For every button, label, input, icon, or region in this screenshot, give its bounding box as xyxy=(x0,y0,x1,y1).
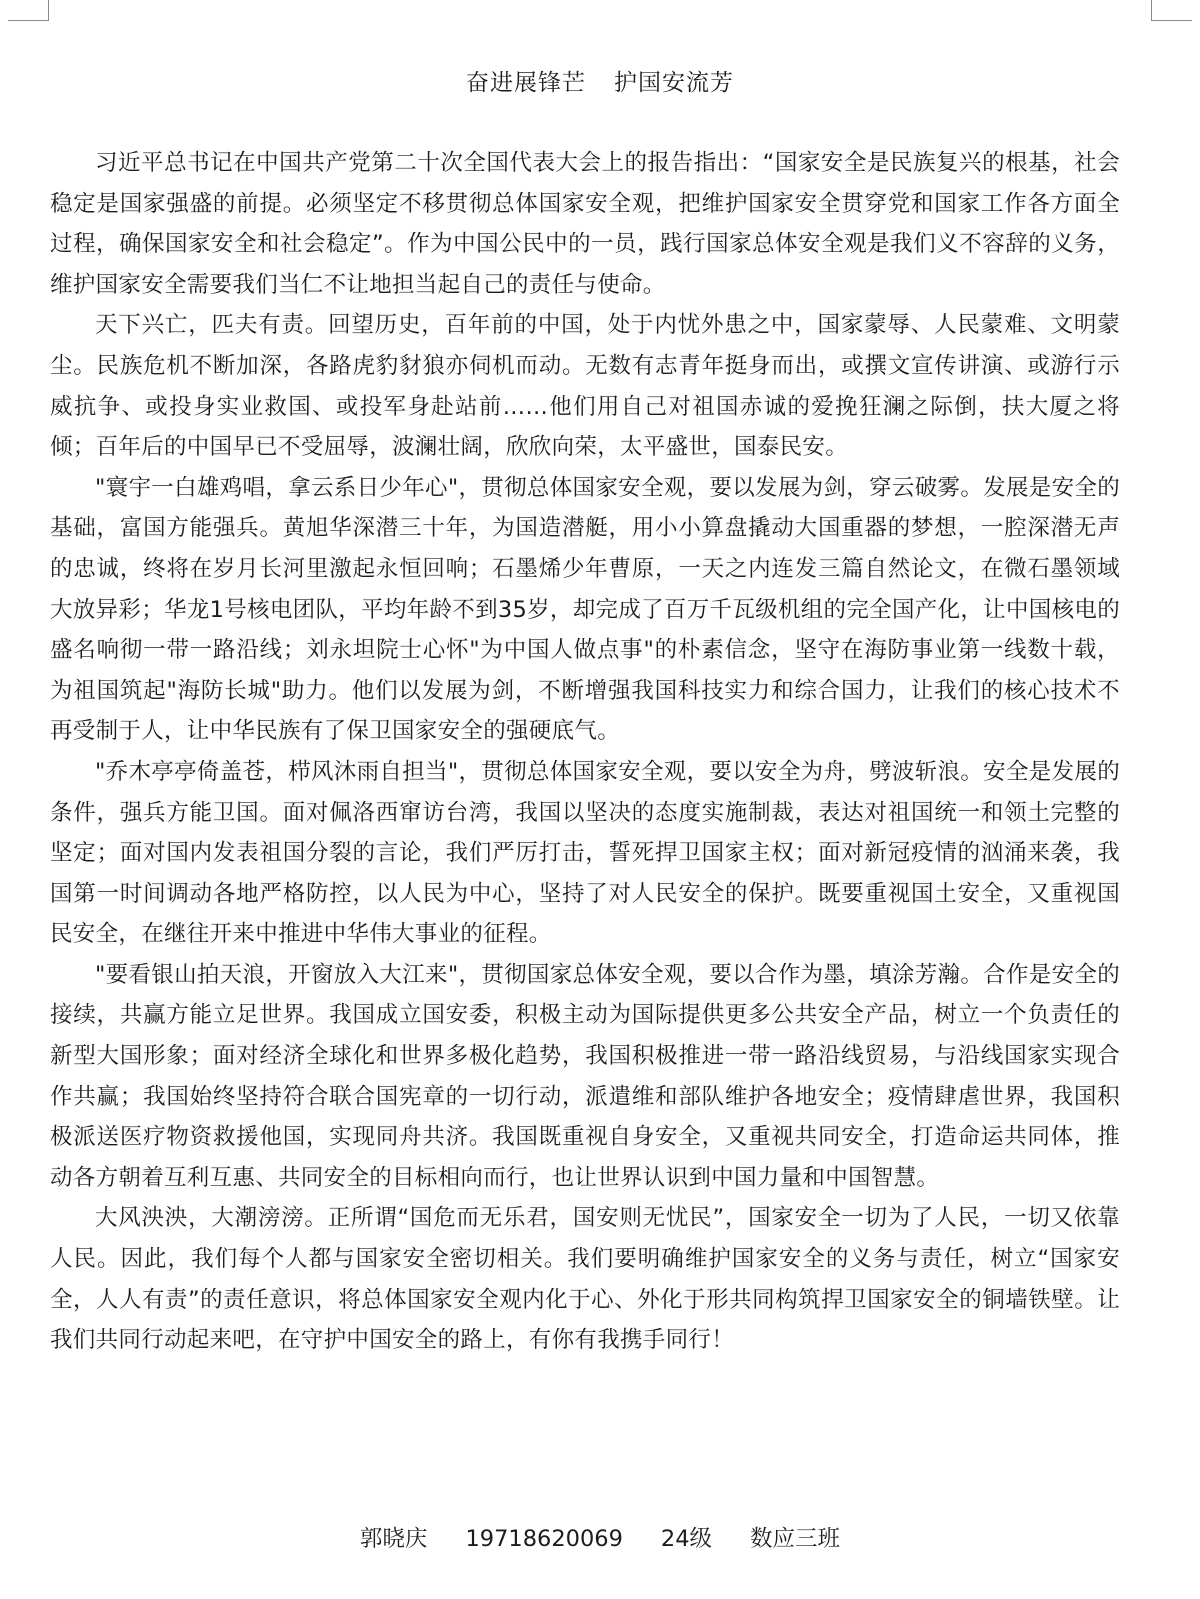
essay-title xyxy=(0,66,1200,100)
paragraph-4: "乔木亭亭倚盖苍，栉风沐雨自担当"，贯彻总体国家安全观，要以安全为舟，劈波斩浪。安全是发展的条件，强兵方能卫国。面对佩洛西窜访台湾，我国以坚决的态度实施制裁，表达对祖国统一和领土完整的坚定；面对国内发表祖国分裂的言论，我们严厉打击，誓死捍卫国家主权；面对新冠疫情的汹涌来袭，我国第一时间调动各地严格防控，以人民为中心，坚持了对人民安全的保护。既要重视国土安全，又重视国民安全，在继往开来中推进中华伟大事业的征程。 xyxy=(50,758,1120,948)
title-part-1: 奋进展锋芒 xyxy=(466,70,586,96)
author-footer xyxy=(0,1522,1200,1556)
paragraph-5: "要看银山拍天浪，开窗放入大江来"，贯彻国家总体安全观，要以合作为墨，填涂芳瀚。合作是安全的接续，共赢方能立足世界。我国成立国安委，积极主动为国际提供更多公共安全产品，树立一个负责任的新型大国形象；面对经济全球化和世界多极化趋势，我国积极推进一带一路沿线贸易，与沿线国家实现合作共赢；我国始终坚持符合联合国宪章的一切行动，派遣维和部队维护各地安全；疫情肆虐世界，我国积极派送医疗物资救援他国，实现同舟共济。我国既重视自身安全，又重视共同安全，打造命运共同体，推动各方朝着互利互惠、共同安全的目标相向而行，也让世界认识到中国力量和中国智慧。 xyxy=(50,961,1120,1191)
crop-mark-top-left xyxy=(8,0,49,21)
paragraph-3: "寰宇一白雄鸡唱，拿云系日少年心"，贯彻总体国家安全观，要以发展为剑，穿云破雾。发展是安全的基础，富国方能强兵。黄旭华深潜三十年，为国造潜艇，用小小算盘撬动大国重器的梦想，一腔深潜无声的忠诚，终将在岁月长河里激起永恒回响；石墨烯少年曹原，一天之内连发三篇自然论文，在微石墨领域大放异彩；华龙1号核电团队，平均年龄不到35岁，却完成了百万千瓦级机组的完全国产化，让中国核电的盛名响彻一带一路沿线；刘永坦院士心怀"为中国人做点事"的朴素信念，坚守在海防事业第一线数十载，为祖国筑起"海防长城"助力。他们以发展为剑，不断增强我国科技实力和综合国力，让我们的核心技术不再受制于人，让中华民族有了保卫国家安全的强硬底气。 xyxy=(50,474,1120,745)
paragraph-2: 天下兴亡，匹夫有责。回望历史，百年前的中国，处于内忧外患之中，国家蒙辱、人民蒙难、文明蒙尘。民族危机不断加深，各路虎豹豺狼亦伺机而动。无数有志青年挺身而出，或撰文宣传讲演、或游行示威抗争、或投身实业救国、或投军身赴站前……他们用自己对祖国赤诚的爱挽狂澜之际倒，扶大厦之将倾；百年后的中国早已不受屈辱，波澜壮阔，欣欣向荣，太平盛世，国泰民安。 xyxy=(50,312,1120,461)
paragraph-6: 大风泱泱，大潮滂滂。正所谓“国危而无乐君，国安则无忧民”，国家安全一切为了人民，一切又依靠人民。因此，我们每个人都与国家安全密切相关。我们要明确维护国家安全的义务与责任，树立“国家安全，人人有责”的责任意识，将总体国家安全观内化于心、外化于形共同构筑捍卫国家安全的铜墙铁壁。让我们共同行动起来吧，在守护中国安全的路上，有你有我携手同行！ xyxy=(50,1205,1120,1354)
author-student-id: 19718620069 xyxy=(465,1526,623,1552)
author-name: 郭晓庆 xyxy=(359,1526,428,1552)
paragraph-1: 习近平总书记在中国共产党第二十次全国代表大会上的报告指出：“国家安全是民族复兴的根基，社会稳定是国家强盛的前提。必须坚定不移贯彻总体国家安全观，把维护国家安全贯穿党和国家工作各方面全过程，确保国家安全和社会稳定”。作为中国公民中的一员，践行国家总体安全观是我们义不容辞的义务，维护国家安全需要我们当仁不让地担当起自己的责任与使命。 xyxy=(50,150,1120,298)
crop-mark-top-right xyxy=(1151,0,1192,21)
author-grade: 24级 xyxy=(660,1526,713,1552)
essay-body xyxy=(50,143,1120,1361)
author-class: 数应三班 xyxy=(750,1526,841,1552)
title-part-2: 护国安流芳 xyxy=(614,70,734,96)
